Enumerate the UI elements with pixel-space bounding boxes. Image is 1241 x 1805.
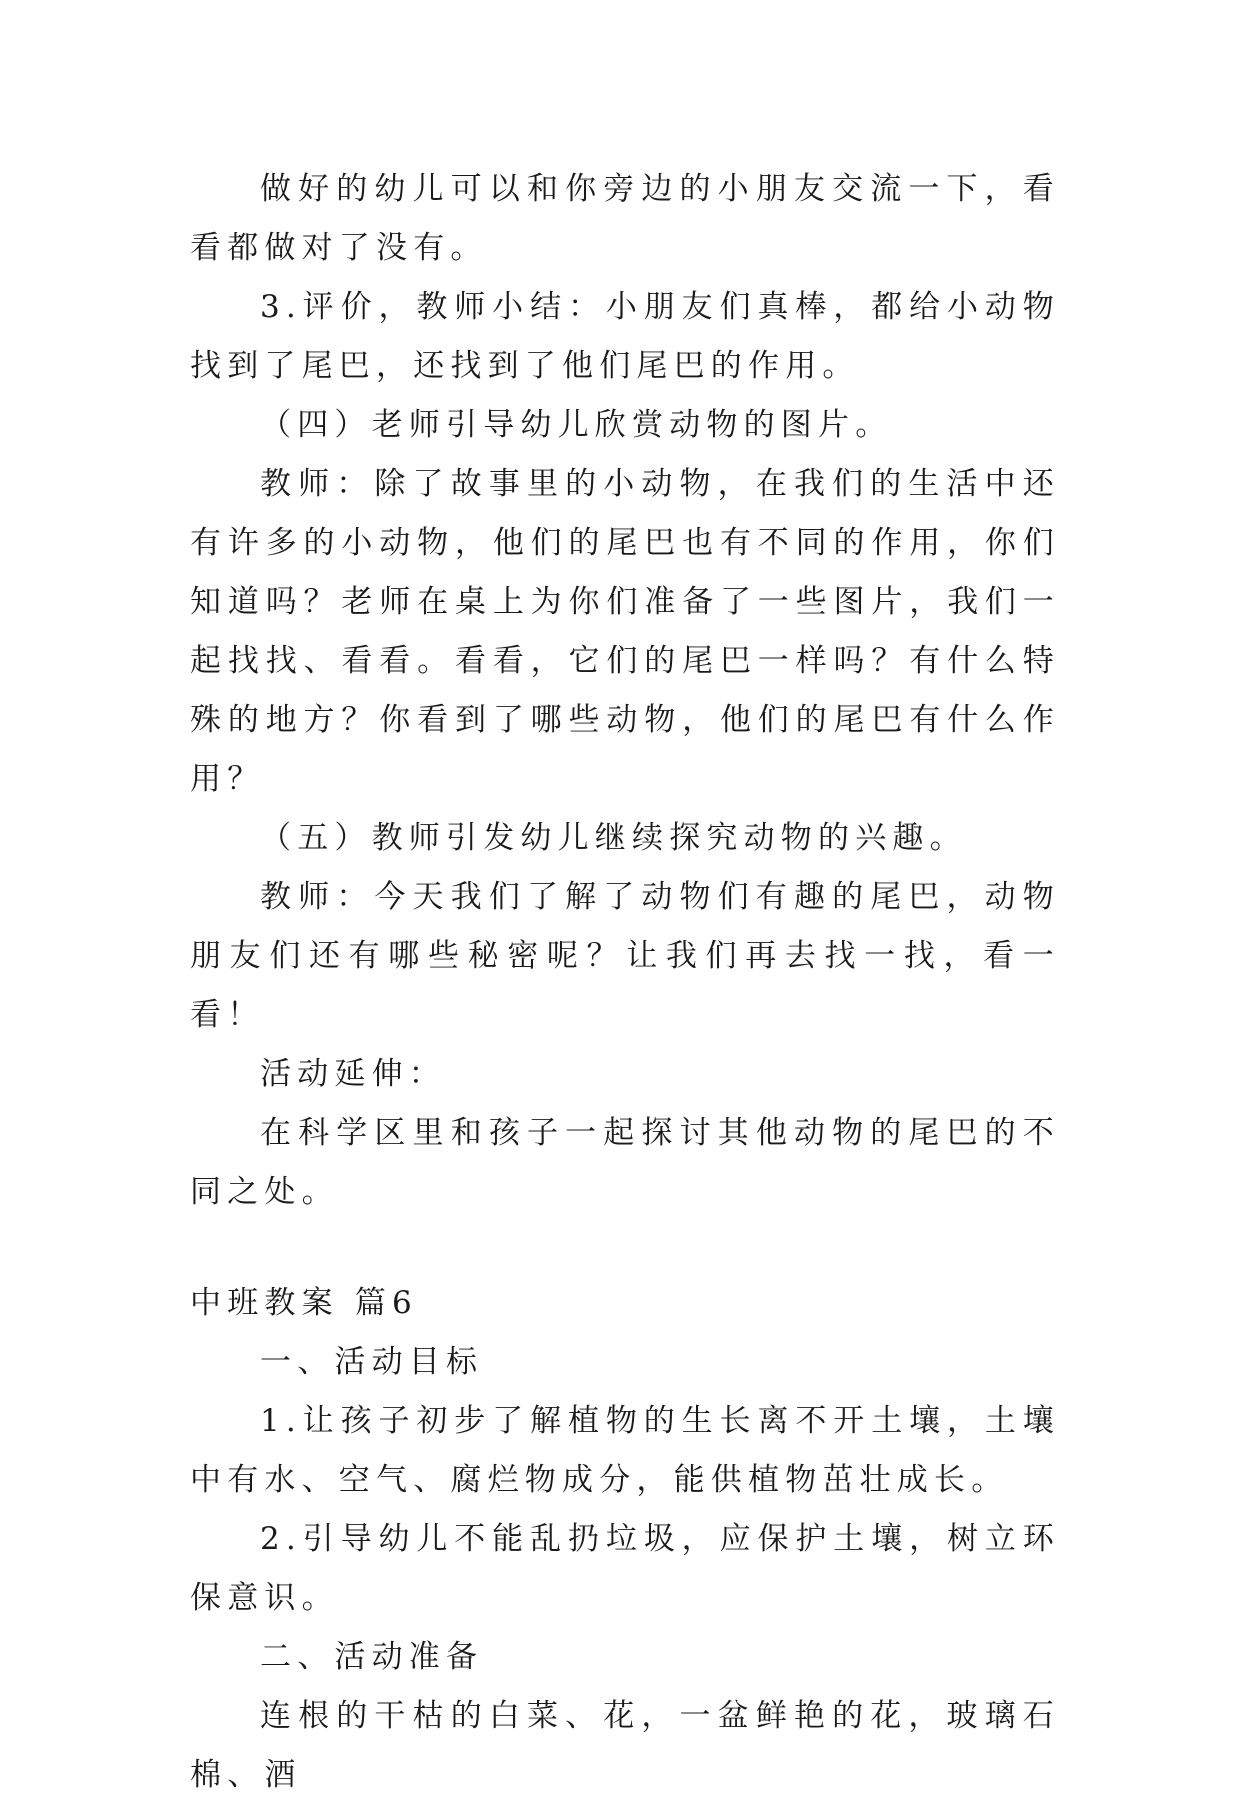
paragraph-goals-heading: 一、活动目标 [260,1344,484,1380]
paragraph-teacher-summary: 教师：今天我们了解了动物们有趣的尾巴，动物朋友们还有哪些秘密呢？让我们再去找一找，看一看！ [190,879,1060,1033]
paragraph-extension-label: 活动延伸： [260,1056,446,1092]
paragraph-goal-two: 2.引导幼儿不能乱扔垃圾，应保护土壤，树立环保意识。 [190,1521,1060,1616]
paragraph-goal-one: 1.让孩子初步了解植物的生长离不开土壤，土壤中有水、空气、腐烂物成分，能供植物茁壮成长。 [190,1403,1060,1498]
paragraph-evaluation: 3.评价，教师小结：小朋友们真棒，都给小动物找到了尾巴，还找到了他们尾巴的作用。 [190,289,1060,384]
paragraph-prep-materials: 连根的干枯的白菜、花，一盆鲜艳的花，玻璃石棉、酒 [190,1698,1060,1793]
paragraph-exchange: 做好的幼儿可以和你旁边的小朋友交流一下，看看都做对了没有。 [190,171,1060,266]
paragraph-teacher-pictures: 教师：除了故事里的小动物，在我们的生活中还有许多的小动物，他们的尾巴也有不同的作用，你们知道吗？老师在桌上为你们准备了一些图片，我们一起找找、看看。看看，它们的尾巴一样吗？有什么特殊的地方？你看到了哪些动物，他们的尾巴有什么作用？ [190,466,1060,797]
paragraph-prep-heading: 二、活动准备 [260,1639,484,1675]
document-page [190,160,1060,1805]
section-title: 中班教案 篇6 [190,1285,418,1321]
paragraph-step-five: （五）教师引发幼儿继续探究动物的兴趣。 [260,820,967,856]
paragraph-step-four: （四）老师引导幼儿欣赏动物的图片。 [260,407,893,443]
paragraph-extension-body: 在科学区里和孩子一起探讨其他动物的尾巴的不同之处。 [190,1115,1060,1210]
